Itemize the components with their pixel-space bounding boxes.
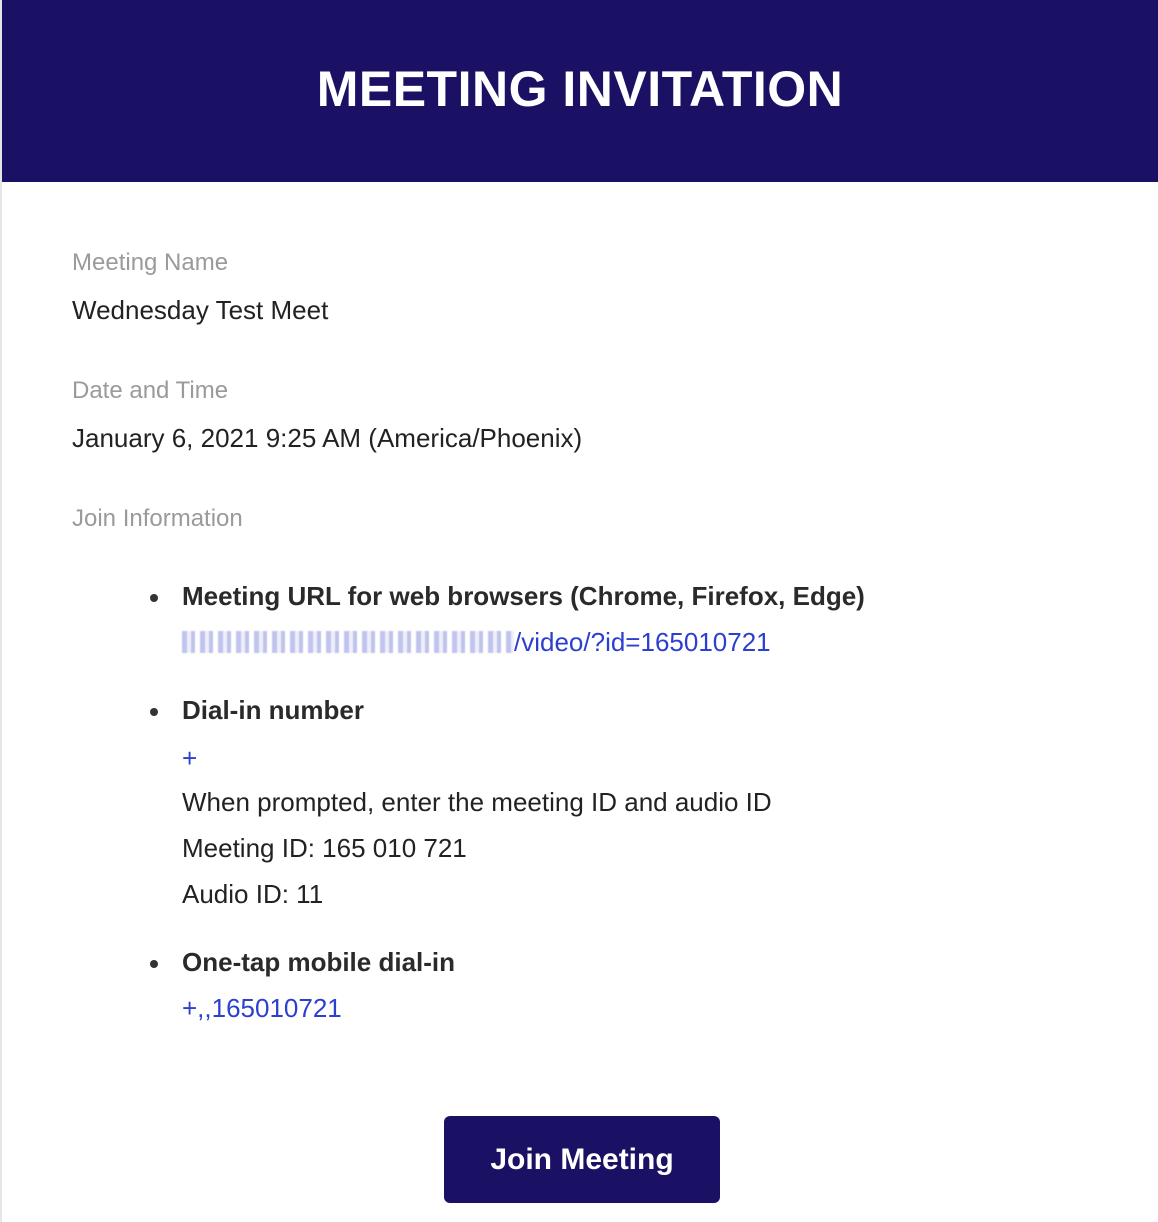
meeting-id: Meeting ID: 165 010 721 [182,833,467,863]
meeting-url-link[interactable] [182,627,771,658]
join-information-label: Join Information [72,505,243,532]
date-time-label: Date and Time [72,377,229,404]
dial-in-number-link[interactable]: + [182,743,198,773]
web-url-title: Meeting URL for web browsers (Chrome, Firefox, Edge) [182,581,865,611]
audio-id: Audio ID: 11 [182,879,324,909]
date-time-value: January 6, 2021 9:25 AM (America/Phoenix) [72,423,583,453]
bullet-web [150,594,158,602]
meeting-name-label: Meeting Name [72,249,229,276]
dial-in-title: Dial-in number [182,695,365,725]
one-tap-number-link[interactable]: +,,165010721 [182,993,342,1023]
meeting-url-path: /video/?id=165010721 [514,627,771,657]
dial-in-prompt: When prompted, enter the meeting ID and audio ID [182,787,772,817]
bullet-one-tap [150,960,158,968]
bullet-dial-in [150,708,158,716]
header-banner [2,0,1158,182]
page-title: MEETING INVITATION [316,61,844,117]
join-meeting-button[interactable]: Join Meeting [444,1116,720,1203]
meeting-name-value: Wednesday Test Meet [72,295,329,325]
redacted-url-host [182,631,514,653]
one-tap-title: One-tap mobile dial-in [182,947,456,977]
